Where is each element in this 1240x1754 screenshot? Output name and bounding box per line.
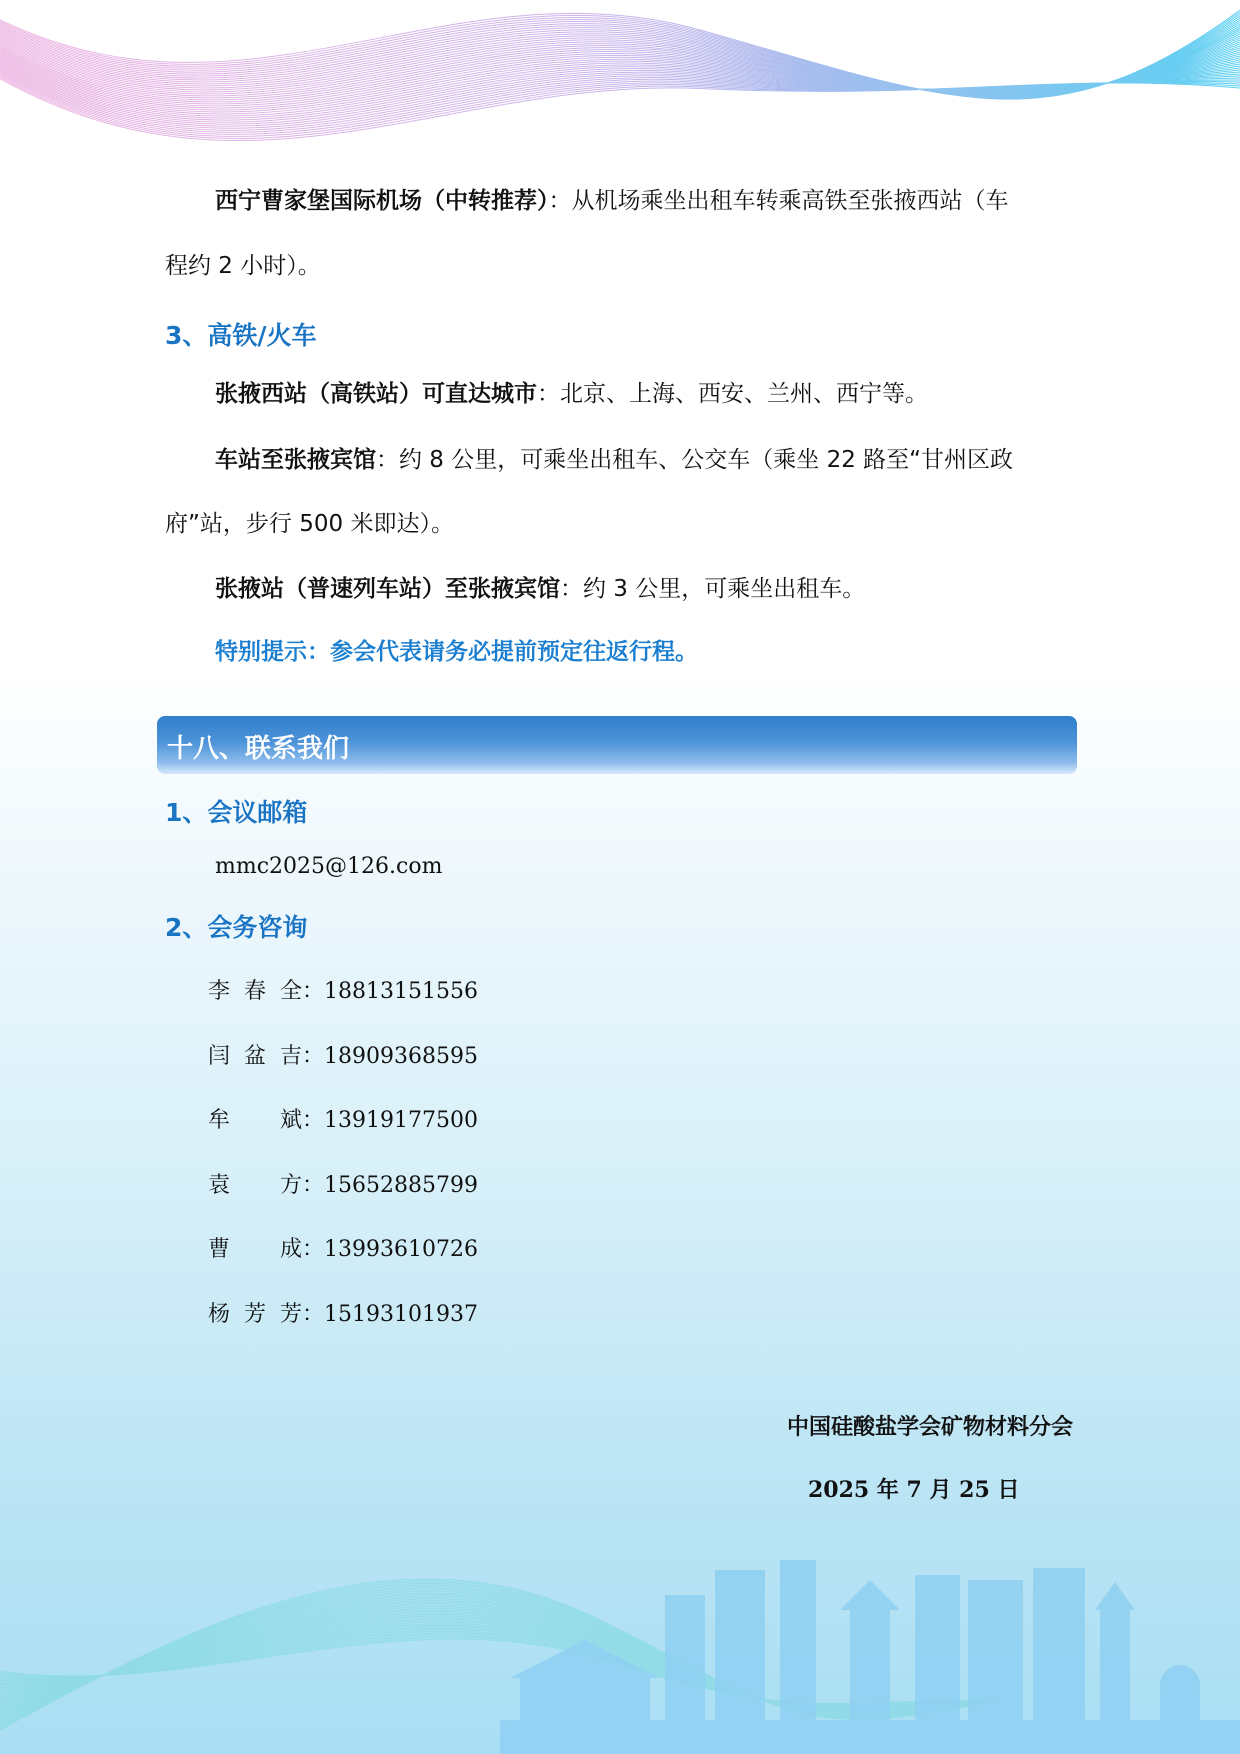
wave-line	[0, 53, 1240, 106]
wave-line	[0, 1625, 1000, 1707]
wave-line	[0, 1624, 1000, 1708]
wave-line	[0, 67, 1240, 125]
rail-line-2-cont: 府”站，步行 500 米即达）。	[165, 511, 454, 537]
section-header-bar	[157, 716, 1077, 774]
rail-line-2-label: 车站至张掖宾馆	[215, 447, 376, 473]
contact-name: 袁方	[208, 1172, 302, 1198]
wave-line	[0, 50, 1240, 102]
rail-heading: 3、高铁/火车	[165, 321, 317, 350]
section-title: 十八、联系我们	[167, 734, 350, 764]
signature-date: 2025 年 7 月 25 日	[808, 1477, 1020, 1503]
rail-line-3	[215, 574, 865, 604]
wave-line	[0, 1594, 1000, 1715]
wave-line	[0, 1596, 1000, 1715]
air-route-line	[215, 186, 1009, 216]
wave-line	[0, 1601, 1000, 1714]
contact-item	[208, 1297, 478, 1328]
contact-item	[208, 1039, 478, 1070]
colon: ：	[302, 1108, 325, 1134]
wave-line	[0, 26, 1240, 96]
rail-line-3-text: ：约 3 公里，可乘坐出租车。	[560, 576, 866, 602]
wave-line	[0, 59, 1240, 114]
colon: ：	[302, 1302, 325, 1327]
wave-line	[0, 48, 1240, 100]
wave-line	[0, 1614, 1000, 1709]
organization-name: 中国硅酸盐学会矿物材料分会	[786, 1415, 1073, 1440]
wave-line	[0, 28, 1240, 96]
consult-heading: 2、会务咨询	[165, 913, 308, 942]
wave-line	[0, 1608, 1000, 1711]
top-wave-decoration	[0, 0, 1240, 190]
contact-phone[interactable]: 18909368595	[324, 1043, 478, 1069]
wave-line	[0, 1597, 1000, 1714]
contact-name: 闫盆吉	[208, 1043, 302, 1069]
wave-line	[0, 1580, 1000, 1728]
wave-line	[0, 1610, 1000, 1711]
wave-line	[0, 1631, 1000, 1705]
contact-name: 李春全	[208, 979, 302, 1004]
wave-line	[0, 34, 1240, 95]
wave-line	[0, 36, 1240, 95]
wave-line	[0, 68, 1240, 126]
wave-line	[0, 1619, 1000, 1709]
airport-name: 西宁曹家堡国际机场（中转推荐）	[215, 188, 549, 214]
wave-line	[0, 18, 1240, 98]
wave-line	[0, 1602, 1000, 1713]
wave-line	[0, 1591, 1000, 1718]
wave-line	[0, 65, 1240, 122]
wave-line	[0, 52, 1240, 104]
wave-line	[0, 1593, 1000, 1717]
wave-line	[0, 64, 1240, 121]
contact-phone[interactable]: 18813151556	[324, 979, 478, 1004]
wave-line	[0, 20, 1240, 97]
wave-line	[0, 79, 1240, 141]
contact-phone[interactable]: 13919177500	[324, 1108, 478, 1134]
wave-line	[0, 1604, 1000, 1713]
wave-line	[0, 1590, 1000, 1720]
wave-line	[0, 1618, 1000, 1710]
wave-line	[0, 10, 1240, 99]
rail-line-1-text: ：北京、上海、西安、兰州、西宁等。	[537, 381, 928, 407]
wave-line	[0, 1633, 1000, 1705]
wave-line	[0, 16, 1240, 98]
wave-line	[0, 73, 1240, 133]
contact-name: 杨芳芳	[208, 1302, 302, 1327]
wave-line	[0, 42, 1240, 94]
contact-name: 曹成	[208, 1237, 302, 1263]
contact-item	[208, 1232, 478, 1263]
colon: ：	[302, 1043, 325, 1069]
wave-line	[0, 56, 1240, 110]
wave-line	[0, 1583, 1000, 1725]
air-route-line-cont: 程约 2 小时）。	[165, 253, 321, 279]
contact-item	[208, 1103, 478, 1134]
wave-line	[0, 1585, 1000, 1724]
wave-line	[0, 1628, 1000, 1706]
email-heading: 1、会议邮箱	[165, 798, 308, 827]
rail-line-3-label: 张掖站（普速列车站）至张掖宾馆	[215, 576, 560, 602]
wave-line	[0, 40, 1240, 94]
wave-line	[0, 1611, 1000, 1710]
wave-line	[0, 12, 1240, 99]
contact-phone[interactable]: 15193101937	[324, 1302, 478, 1327]
contact-phone[interactable]: 15652885799	[324, 1172, 478, 1198]
wave-line	[0, 1616, 1000, 1709]
colon: ：	[302, 1237, 325, 1263]
wave-line	[0, 30, 1240, 96]
wave-line	[0, 1588, 1000, 1721]
colon: ：	[302, 1172, 325, 1198]
wave-line	[0, 1579, 1000, 1730]
email-address[interactable]: mmc2025@126.com	[215, 854, 443, 879]
wave-line	[0, 1582, 1000, 1727]
wave-line	[0, 1599, 1000, 1714]
wave-line	[0, 24, 1240, 97]
wave-line	[0, 58, 1240, 112]
airport-route-text: ：从机场乘坐出租车转乘高铁至张掖西站（车	[548, 188, 1009, 214]
wave-line	[0, 1622, 1000, 1708]
wave-line	[0, 62, 1240, 118]
wave-line	[0, 61, 1240, 117]
rail-line-2	[215, 445, 1013, 475]
special-notice: 特别提示：参会代表请务必提前预定往返行程。	[215, 639, 698, 665]
wave-line	[0, 22, 1240, 97]
wave-line	[0, 1630, 1000, 1706]
contact-phone[interactable]: 13993610726	[324, 1237, 478, 1263]
wave-line	[0, 1587, 1000, 1723]
wave-line	[0, 32, 1240, 95]
rail-line-1	[215, 379, 928, 409]
wave-line	[0, 1637, 1000, 1704]
wave-line	[0, 1634, 1000, 1704]
wave-line	[0, 76, 1240, 137]
wave-line	[0, 1639, 1000, 1704]
colon: ：	[302, 979, 325, 1004]
wave-line	[0, 38, 1240, 94]
wave-line	[0, 1607, 1000, 1712]
wave-line	[0, 77, 1240, 138]
city-skyline-decoration	[0, 1500, 1240, 1754]
wave-line	[0, 1636, 1000, 1704]
contact-item	[208, 974, 478, 1005]
wave-line	[0, 14, 1240, 98]
wave-line	[0, 71, 1240, 130]
wave-line	[0, 1613, 1000, 1710]
wave-line	[0, 1621, 1000, 1709]
wave-line	[0, 70, 1240, 129]
contact-item	[208, 1168, 478, 1199]
wave-line	[0, 1605, 1000, 1712]
wave-line	[0, 55, 1240, 108]
wave-line	[0, 1627, 1000, 1707]
rail-line-1-label: 张掖西站（高铁站）可直达城市	[215, 381, 537, 407]
wave-line	[0, 46, 1240, 98]
contact-name: 牟斌	[208, 1108, 302, 1134]
wave-line	[0, 74, 1240, 134]
rail-line-2-text: ：约 8 公里，可乘坐出租车、公交车（乘坐 22 路至“甘州区政	[376, 447, 1014, 473]
wave-line	[0, 44, 1240, 96]
